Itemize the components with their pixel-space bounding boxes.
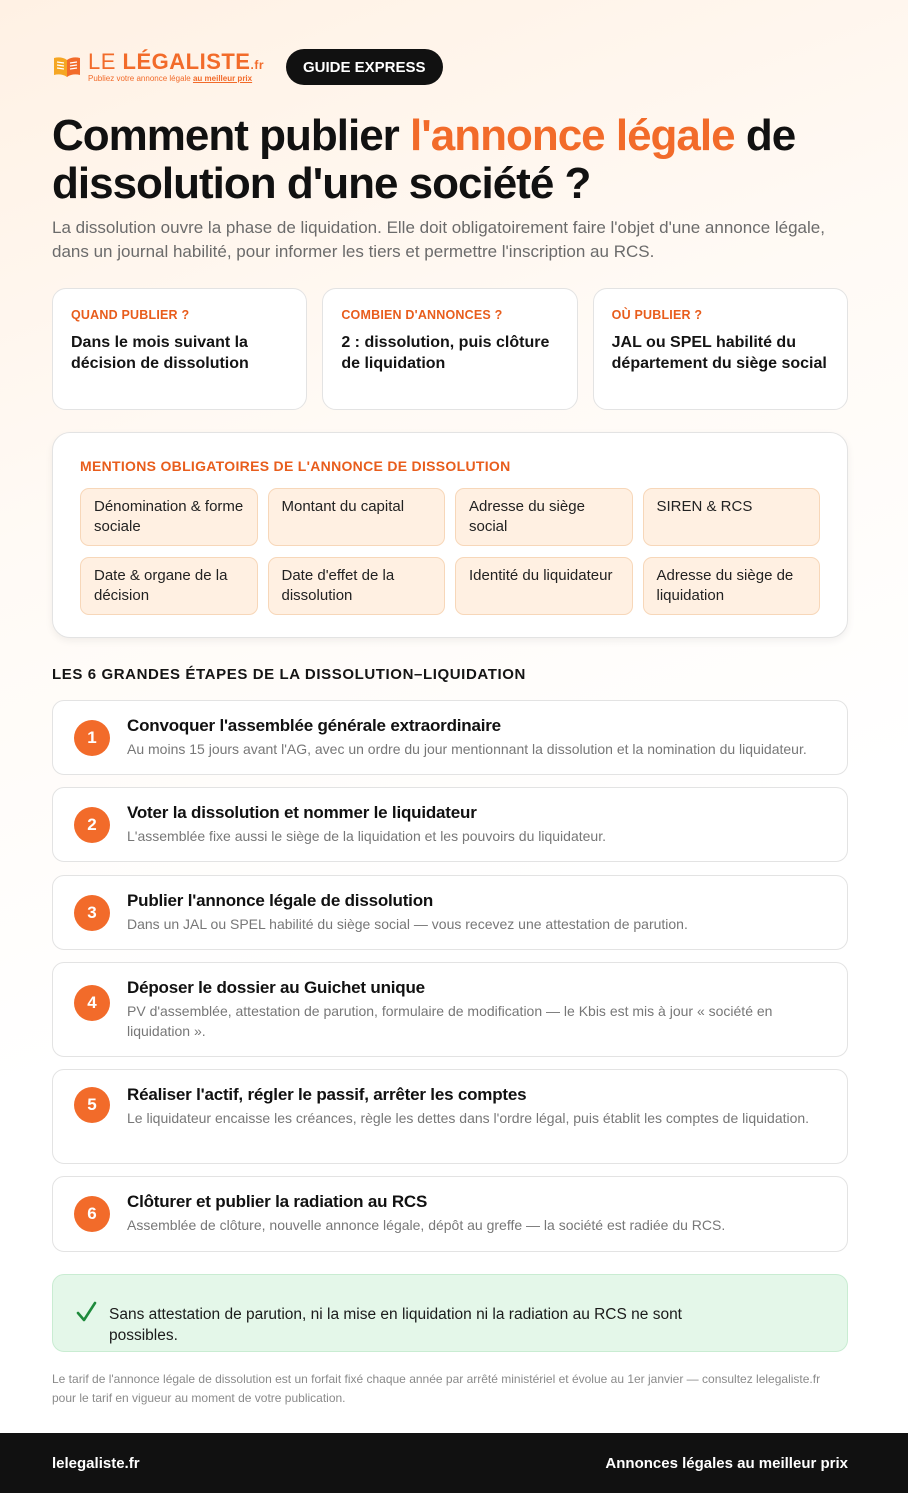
step-number-badge: 5	[74, 1087, 110, 1123]
step-number-badge: 3	[74, 895, 110, 931]
step-title: Déposer le dossier au Guichet unique	[127, 978, 425, 997]
mention-chip: Dénomination & forme sociale	[80, 488, 258, 546]
info-card-label: QUAND PUBLIER ?	[71, 308, 190, 322]
header	[52, 48, 443, 86]
step-description: PV d'assemblée, attestation de parution, formulaire de modification — le Kbis est mis à jour « société en liquidation ».	[127, 1003, 773, 1039]
step-title: Réaliser l'actif, régler le passif, arrêter les comptes	[127, 1085, 527, 1104]
info-card-when	[52, 288, 307, 410]
notice-text: Sans attestation de parution, ni la mise en liquidation ni la radiation au RCS ne sont possibles.	[109, 1306, 682, 1344]
checkmark-icon	[75, 1301, 97, 1323]
mentions-title: MENTIONS OBLIGATOIRES DE L'ANNONCE DE DISSOLUTION	[80, 458, 511, 474]
intro-text: La dissolution ouvre la phase de liquidation. Elle doit obligatoirement faire l'objet d'une annonce légale, dans un journal habilité, pour informer les tiers et permettre l'inscription au RCS.	[52, 218, 825, 261]
mention-chip: Date d'effet de la dissolution	[268, 557, 446, 615]
mention-chip: Adresse du siège social	[455, 488, 633, 546]
footer-tagline: Annonces légales au meilleur prix	[605, 1454, 848, 1472]
info-card-how-many	[322, 288, 577, 410]
step-card	[52, 700, 848, 775]
step-card	[52, 875, 848, 950]
mention-chip: Identité du liquidateur	[455, 557, 633, 615]
mention-chip: Date & organe de la décision	[80, 557, 258, 615]
step-number-badge: 4	[74, 985, 110, 1021]
mention-chip: Adresse du siège de liquidation	[643, 557, 821, 615]
brand-logo[interactable]	[52, 51, 264, 83]
info-card-label: OÙ PUBLIER ?	[611, 308, 703, 322]
mentions-grid	[80, 488, 820, 615]
open-book-icon	[52, 55, 82, 79]
step-title: Convoquer l'assemblée générale extraordinaire	[127, 716, 501, 735]
brand-name: LE LÉGALISTE.fr	[88, 49, 264, 74]
guide-badge: GUIDE EXPRESS	[286, 49, 443, 85]
step-number-badge: 1	[74, 720, 110, 756]
step-card	[52, 962, 848, 1057]
info-cards	[52, 288, 848, 410]
step-card	[52, 787, 848, 862]
info-card-where	[593, 288, 848, 410]
notice-callout	[52, 1274, 848, 1352]
step-description: Assemblée de clôture, nouvelle annonce légale, dépôt au greffe — la société est radiée du RCS.	[127, 1217, 726, 1233]
info-card-value: 2 : dissolution, puis clôture de liquidation	[341, 334, 550, 372]
info-card-value: Dans le mois suivant la décision de dissolution	[71, 334, 249, 372]
step-description: Dans un JAL ou SPEL habilité du siège social — vous recevez une attestation de parution.	[127, 916, 688, 932]
info-card-label: COMBIEN D'ANNONCES ?	[341, 308, 503, 322]
step-description: Au moins 15 jours avant l'AG, avec un ordre du jour mentionnant la dissolution et la nomination du liquidateur.	[127, 741, 807, 757]
mandatory-mentions-panel	[52, 432, 848, 638]
steps-heading: LES 6 GRANDES ÉTAPES DE LA DISSOLUTION–LIQUIDATION	[52, 666, 526, 683]
footer	[0, 1433, 908, 1493]
step-title: Publier l'annonce légale de dissolution	[127, 891, 434, 910]
mention-chip: Montant du capital	[268, 488, 446, 546]
brand-tagline: Publiez votre annonce légale au meilleur prix	[88, 74, 253, 83]
step-number-badge: 6	[74, 1196, 110, 1232]
step-title: Voter la dissolution et nommer le liquidateur	[127, 803, 477, 822]
page-title: Comment publier l'annonce légale de dissolution d'une société ?	[52, 111, 796, 208]
pricing-footnote: Le tarif de l'annonce légale de dissolution est un forfait fixé chaque année par arrêté ministériel et évolue au 1er janvier — consultez lelegaliste.fr pour le tarif en vigueur au moment de votre publication.	[52, 1372, 821, 1405]
footer-site-link[interactable]: lelegaliste.fr	[52, 1454, 140, 1472]
step-title: Clôturer et publier la radiation au RCS	[127, 1192, 428, 1211]
step-card	[52, 1069, 848, 1164]
step-number-badge: 2	[74, 807, 110, 843]
step-description: L'assemblée fixe aussi le siège de la liquidation et les pouvoirs du liquidateur.	[127, 828, 606, 844]
step-card	[52, 1176, 848, 1252]
info-card-value: JAL ou SPEL habilité du département du siège social	[611, 334, 827, 372]
step-description: Le liquidateur encaisse les créances, règle les dettes dans l'ordre légal, puis établit les comptes de liquidation.	[127, 1110, 810, 1126]
mention-chip: SIREN & RCS	[643, 488, 821, 546]
